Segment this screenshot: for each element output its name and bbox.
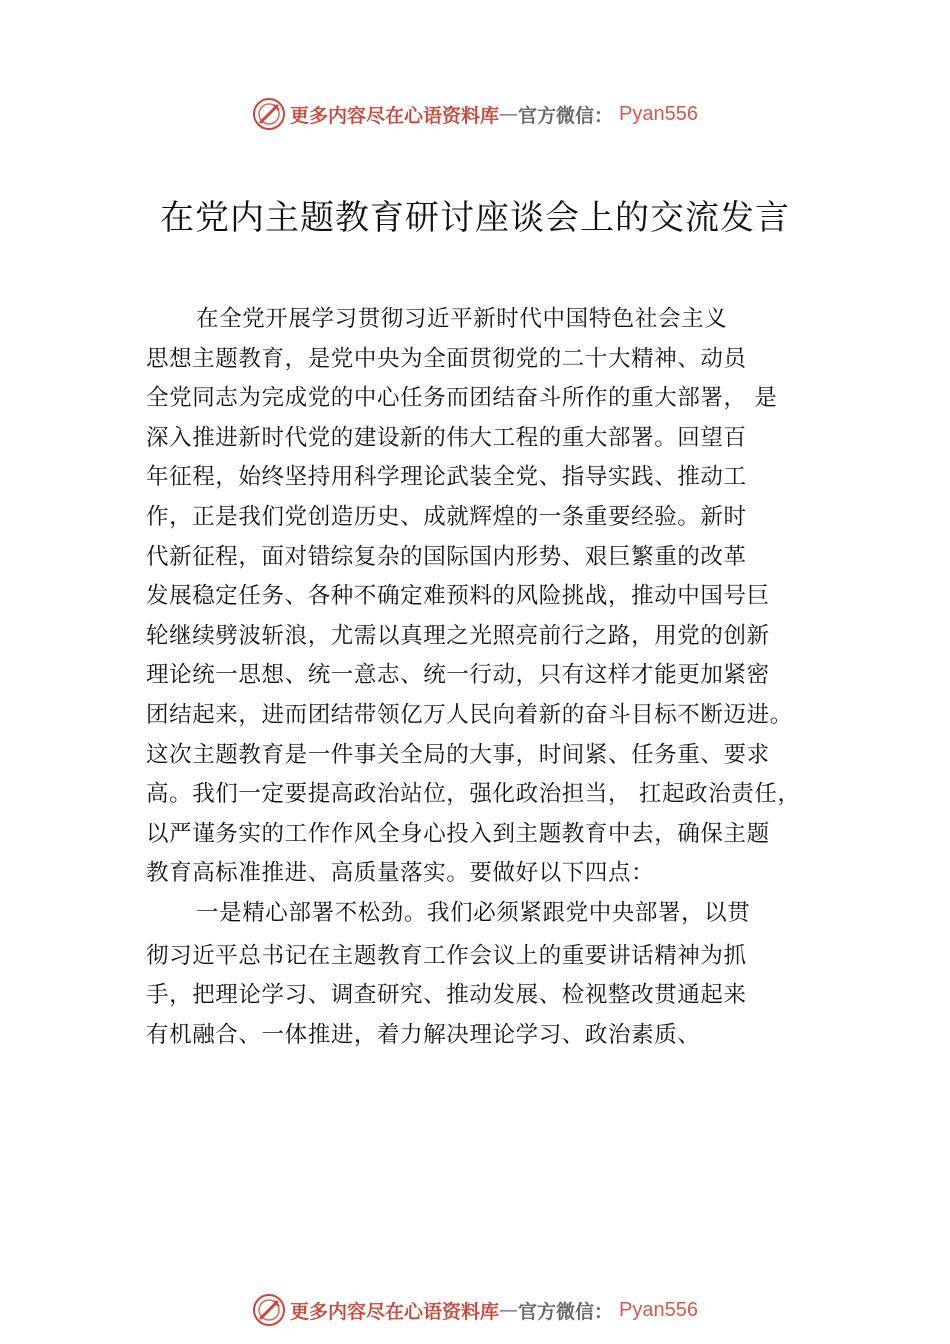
brand-logo-icon [252,1293,286,1327]
body-line: 理论统一思想、统一意志、统一行动，只有这样才能更加紧密 [146,662,770,689]
banner-separator: — [499,103,519,125]
document-body [146,300,826,1055]
banner-wechat-id: Pyan556 [619,1298,698,1321]
banner-text: 更多内容尽在心语资料库 [290,1300,500,1323]
banner-separator: — [499,1299,519,1321]
body-line: 在全党开展学习贯彻习近平新时代中国特色社会主义 [196,306,728,332]
document-title: 在党内主题教育研讨座谈会上的交流发言 [160,198,790,238]
body-line: 深入推进新时代党的建设新的伟大工程的重大部署。回望百 [146,424,747,451]
banner-text: 更多内容尽在心语资料库 [290,104,500,127]
body-line: 作，正是我们党创造历史、成就辉煌的一条重要经验。新时 [146,503,747,530]
footer-watermark-banner [0,1290,950,1330]
body-line: 这次主题教育是一件事关全局的大事，时间紧、任务重、要求 [146,741,770,768]
body-line: 以严谨务实的工作作风全身心投入到主题教育中去，确保主题 [146,820,770,847]
brand-logo-icon [252,97,286,131]
banner-wechat-id: Pyan556 [619,102,698,125]
body-line: 团结起来，进而团结带领亿万人民向着新的奋斗目标不断迈进。 [146,701,793,728]
header-watermark-banner [0,94,950,134]
body-line: 手，把理论学习、调查研究、推动发展、检视整改贯通起来 [146,982,747,1009]
body-line: 思想主题教育，是党中央为全面贯彻党的二十大精神、动员 [146,345,747,372]
body-line: 高。我们一定要提高政治站位，强化政治担当， 扛起政治责任， [146,781,801,808]
body-line: 轮继续劈波斩浪，尤需以真理之光照亮前行之路，用党的创新 [146,622,770,649]
banner-wechat-label: 官方微信： [518,104,614,127]
body-line: 一是精心部署不松劲。我们必须紧跟党中央部署，以贯 [196,899,751,926]
banner-wechat-label: 官方微信： [518,1300,614,1323]
body-line: 有机融合、一体推进，着力解决理论学习、政治素质、 [146,1021,701,1048]
body-line: 年征程，始终坚持用科学理论武装全党、指导实践、推动工 [146,464,747,491]
body-line: 教育高标准推进、高质量落实。要做好以下四点： [146,860,655,887]
body-line: 全党同志为完成党的中心任务而团结奋斗所作的重大部署， 是 [146,385,778,412]
body-line: 彻习近平总书记在主题教育工作会议上的重要讲话精神为抓 [146,942,747,969]
body-line: 发展稳定任务、各种不确定难预料的风险挑战，推动中国号巨 [146,583,770,610]
body-line: 代新征程，面对错综复杂的国际国内形势、艰巨繁重的改革 [146,543,747,570]
